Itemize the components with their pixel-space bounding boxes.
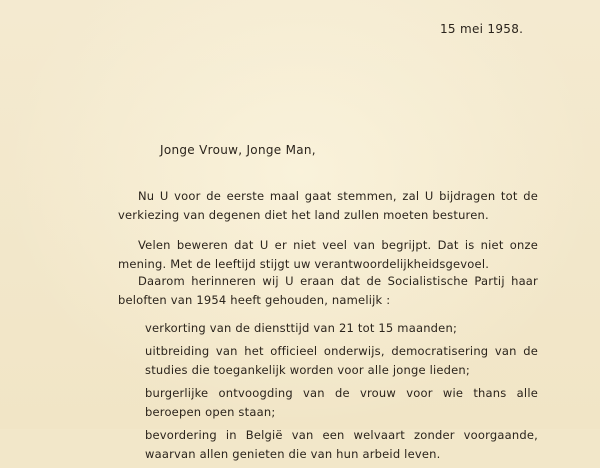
list-item: bevordering in België van een welvaart zonder voorgaande, waarvan allen genieten die van hun arbeid leven. xyxy=(145,428,538,461)
paragraph-voting xyxy=(118,187,538,225)
list-item: uitbreiding van het officieel onderwijs, democratisering van de studies die toegankelijk worden voor alle jonge lieden; xyxy=(145,344,538,377)
salutation: Jonge Vrouw, Jonge Man, xyxy=(160,143,316,157)
paragraph-responsibility xyxy=(118,236,538,274)
list-item: burgerlijke ontvoogding van de vrouw voor wie thans alle beroepen open staan; xyxy=(145,386,538,419)
paragraph-text: Daarom herinneren wij U eraan dat de Socialistische Partij haar beloften van 1954 heeft gehouden, namelijk : xyxy=(118,274,538,307)
paragraph-text: Velen beweren dat U er niet veel van begrijpt. Dat is niet onze mening. Met de leeftijd stijgt uw verantwoordelijkheidsgevoel. xyxy=(118,238,538,271)
paragraph-text: Nu U voor de eerste maal gaat stemmen, zal U bijdragen tot de verkiezing van degenen diet het land zullen moeten besturen. xyxy=(118,189,538,222)
list-item: verkorting van de diensttijd van 21 tot 15 maanden; xyxy=(145,321,458,335)
paragraph-promises xyxy=(118,272,538,310)
letter-date: 15 mei 1958. xyxy=(440,22,524,36)
promises-list xyxy=(145,319,538,468)
